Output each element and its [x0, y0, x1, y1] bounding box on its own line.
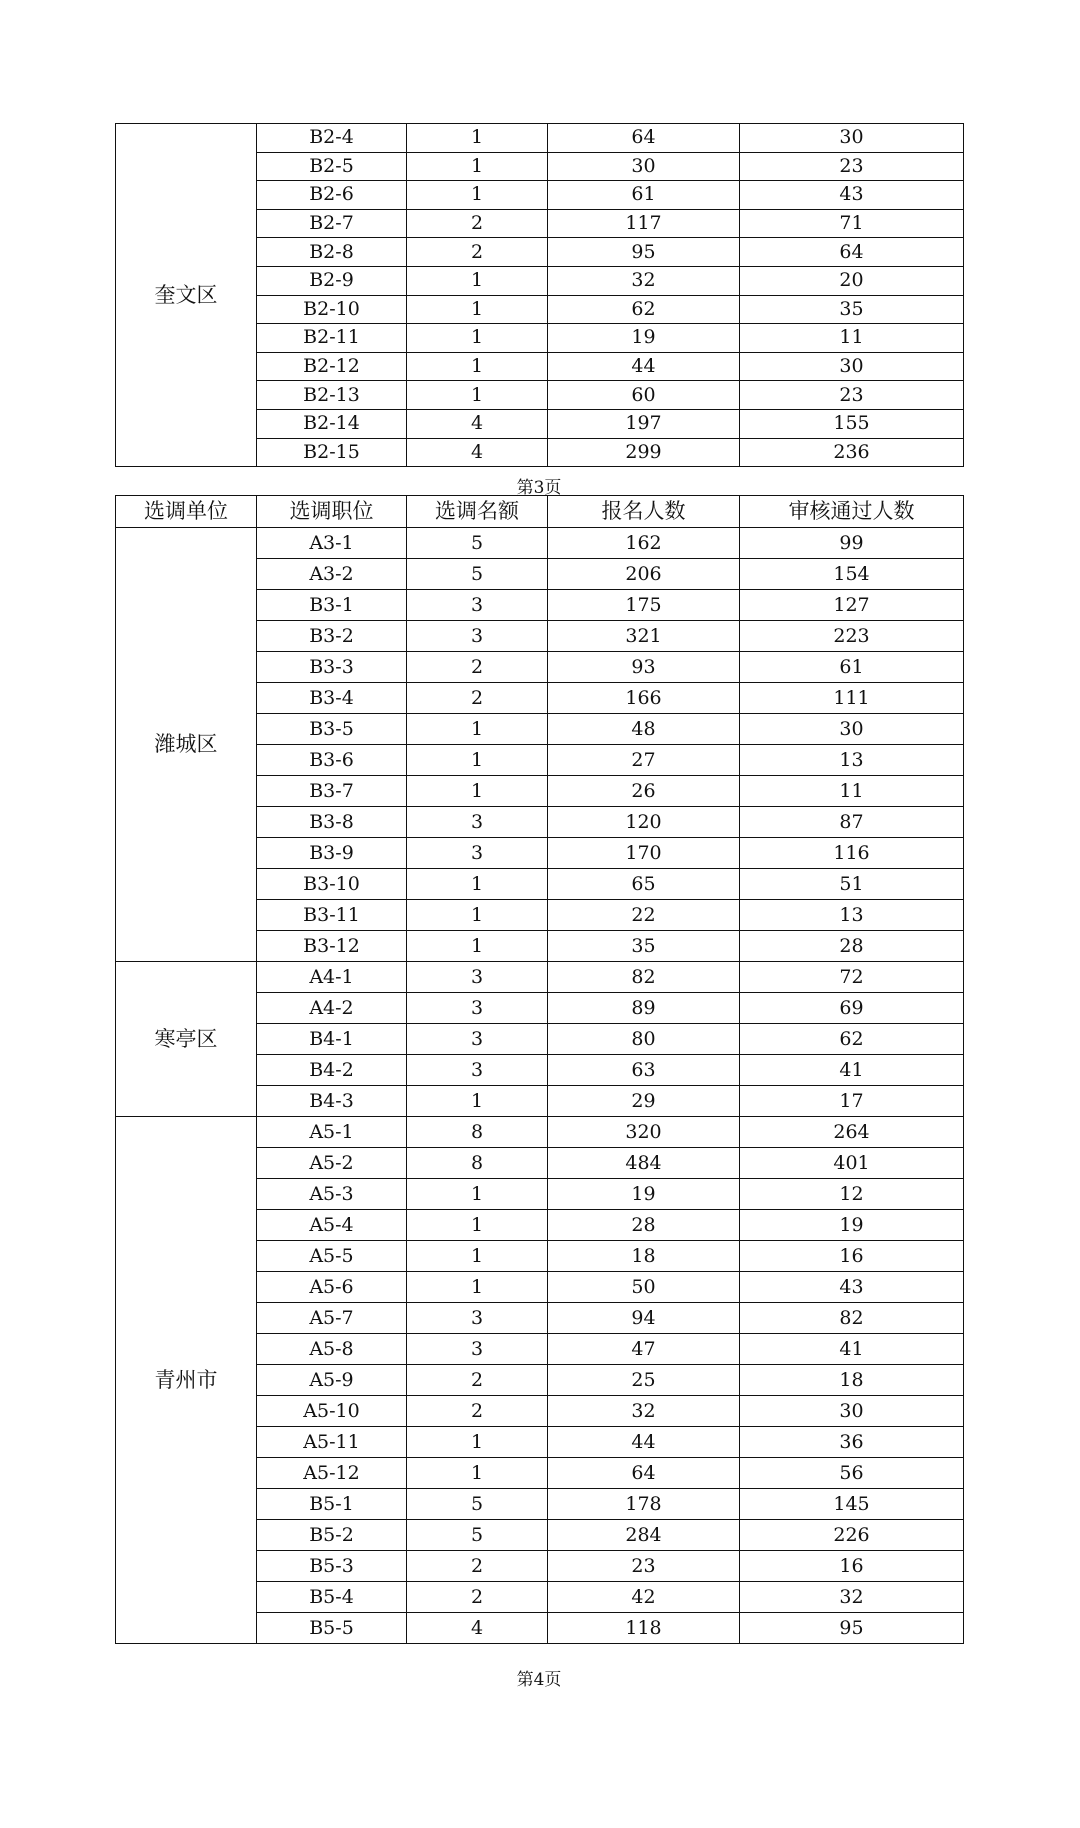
approved-cell: 43 — [740, 181, 964, 210]
applicants-cell: 47 — [548, 1334, 740, 1365]
applicants-cell: 178 — [548, 1489, 740, 1520]
quota-cell: 2 — [407, 1396, 548, 1427]
approved-cell: 13 — [740, 900, 964, 931]
header-position: 选调职位 — [257, 496, 407, 528]
approved-cell: 223 — [740, 621, 964, 652]
position-cell: B4-3 — [257, 1086, 407, 1117]
applicants-cell: 18 — [548, 1241, 740, 1272]
quota-cell: 3 — [407, 838, 548, 869]
position-cell: B2-4 — [257, 124, 407, 153]
applicants-cell: 61 — [548, 181, 740, 210]
quota-cell: 2 — [407, 683, 548, 714]
quota-cell: 1 — [407, 869, 548, 900]
applicants-cell: 299 — [548, 438, 740, 467]
approved-cell: 16 — [740, 1551, 964, 1582]
approved-cell: 62 — [740, 1024, 964, 1055]
approved-cell: 401 — [740, 1148, 964, 1179]
approved-cell: 23 — [740, 381, 964, 410]
position-cell: B2-11 — [257, 324, 407, 353]
position-cell: B3-6 — [257, 745, 407, 776]
quota-cell: 1 — [407, 181, 548, 210]
position-cell: B5-2 — [257, 1520, 407, 1551]
applicants-cell: 60 — [548, 381, 740, 410]
applicants-cell: 118 — [548, 1613, 740, 1644]
approved-cell: 61 — [740, 652, 964, 683]
approved-cell: 12 — [740, 1179, 964, 1210]
position-cell: B3-4 — [257, 683, 407, 714]
applicants-cell: 19 — [548, 1179, 740, 1210]
approved-cell: 35 — [740, 295, 964, 324]
position-cell: A5-4 — [257, 1210, 407, 1241]
approved-cell: 11 — [740, 324, 964, 353]
table-row — [116, 528, 964, 559]
table-page-4 — [115, 495, 964, 1644]
quota-cell: 8 — [407, 1148, 548, 1179]
applicants-cell: 22 — [548, 900, 740, 931]
position-cell: A5-5 — [257, 1241, 407, 1272]
applicants-cell: 206 — [548, 559, 740, 590]
applicants-cell: 44 — [548, 352, 740, 381]
quota-cell: 5 — [407, 528, 548, 559]
header-row — [116, 496, 964, 528]
position-cell: B3-3 — [257, 652, 407, 683]
approved-cell: 13 — [740, 745, 964, 776]
approved-cell: 116 — [740, 838, 964, 869]
quota-cell: 1 — [407, 352, 548, 381]
applicants-cell: 23 — [548, 1551, 740, 1582]
position-cell: B5-5 — [257, 1613, 407, 1644]
approved-cell: 28 — [740, 931, 964, 962]
applicants-cell: 32 — [548, 1396, 740, 1427]
approved-cell: 236 — [740, 438, 964, 467]
quota-cell: 3 — [407, 807, 548, 838]
table-row — [116, 1117, 964, 1148]
position-cell: B3-7 — [257, 776, 407, 807]
position-cell: B3-5 — [257, 714, 407, 745]
quota-cell: 1 — [407, 1272, 548, 1303]
applicants-cell: 197 — [548, 409, 740, 438]
quota-cell: 1 — [407, 1210, 548, 1241]
position-cell: B5-3 — [257, 1551, 407, 1582]
approved-cell: 111 — [740, 683, 964, 714]
position-cell: B2-10 — [257, 295, 407, 324]
table-row — [116, 124, 964, 153]
approved-cell: 17 — [740, 1086, 964, 1117]
approved-cell: 155 — [740, 409, 964, 438]
approved-cell: 87 — [740, 807, 964, 838]
approved-cell: 20 — [740, 266, 964, 295]
quota-cell: 2 — [407, 209, 548, 238]
unit-cell: 奎文区 — [116, 124, 257, 467]
applicants-cell: 82 — [548, 962, 740, 993]
approved-cell: 264 — [740, 1117, 964, 1148]
quota-cell: 8 — [407, 1117, 548, 1148]
applicants-cell: 175 — [548, 590, 740, 621]
applicants-cell: 48 — [548, 714, 740, 745]
position-cell: B2-15 — [257, 438, 407, 467]
approved-cell: 41 — [740, 1055, 964, 1086]
approved-cell: 51 — [740, 869, 964, 900]
position-cell: B3-11 — [257, 900, 407, 931]
quota-cell: 1 — [407, 266, 548, 295]
quota-cell: 2 — [407, 1582, 548, 1613]
position-cell: B3-1 — [257, 590, 407, 621]
approved-cell: 154 — [740, 559, 964, 590]
quota-cell: 4 — [407, 409, 548, 438]
approved-cell: 30 — [740, 124, 964, 153]
quota-cell: 3 — [407, 621, 548, 652]
applicants-cell: 42 — [548, 1582, 740, 1613]
position-cell: B5-1 — [257, 1489, 407, 1520]
quota-cell: 1 — [407, 1427, 548, 1458]
position-cell: B3-9 — [257, 838, 407, 869]
quota-cell: 3 — [407, 1024, 548, 1055]
quota-cell: 1 — [407, 714, 548, 745]
position-cell: A5-9 — [257, 1365, 407, 1396]
position-cell: B2-6 — [257, 181, 407, 210]
approved-cell: 43 — [740, 1272, 964, 1303]
unit-cell: 潍城区 — [116, 528, 257, 962]
position-cell: A4-1 — [257, 962, 407, 993]
approved-cell: 145 — [740, 1489, 964, 1520]
applicants-cell: 35 — [548, 931, 740, 962]
position-cell: B3-8 — [257, 807, 407, 838]
approved-cell: 82 — [740, 1303, 964, 1334]
applicants-cell: 320 — [548, 1117, 740, 1148]
quota-cell: 5 — [407, 1520, 548, 1551]
position-cell: B3-10 — [257, 869, 407, 900]
applicants-cell: 62 — [548, 295, 740, 324]
page-footer-4: 第4页 — [516, 1670, 562, 1690]
position-cell: A5-12 — [257, 1458, 407, 1489]
approved-cell: 99 — [740, 528, 964, 559]
applicants-cell: 27 — [548, 745, 740, 776]
position-cell: A3-2 — [257, 559, 407, 590]
approved-cell: 36 — [740, 1427, 964, 1458]
quota-cell: 2 — [407, 238, 548, 267]
position-cell: A5-10 — [257, 1396, 407, 1427]
quota-cell: 1 — [407, 931, 548, 962]
applicants-cell: 25 — [548, 1365, 740, 1396]
quota-cell: 5 — [407, 1489, 548, 1520]
applicants-cell: 94 — [548, 1303, 740, 1334]
quota-cell: 1 — [407, 776, 548, 807]
position-cell: A5-2 — [257, 1148, 407, 1179]
quota-cell: 4 — [407, 1613, 548, 1644]
applicants-cell: 321 — [548, 621, 740, 652]
approved-cell: 71 — [740, 209, 964, 238]
quota-cell: 2 — [407, 1365, 548, 1396]
approved-cell: 32 — [740, 1582, 964, 1613]
applicants-cell: 19 — [548, 324, 740, 353]
applicants-cell: 29 — [548, 1086, 740, 1117]
approved-cell: 30 — [740, 714, 964, 745]
approved-cell: 56 — [740, 1458, 964, 1489]
position-cell: B2-14 — [257, 409, 407, 438]
approved-cell: 30 — [740, 1396, 964, 1427]
quota-cell: 1 — [407, 324, 548, 353]
header-approved: 审核通过人数 — [740, 496, 964, 528]
approved-cell: 69 — [740, 993, 964, 1024]
position-cell: A5-6 — [257, 1272, 407, 1303]
approved-cell: 11 — [740, 776, 964, 807]
quota-cell: 1 — [407, 381, 548, 410]
applicants-cell: 64 — [548, 124, 740, 153]
quota-cell: 1 — [407, 1241, 548, 1272]
quota-cell: 1 — [407, 745, 548, 776]
position-cell: B3-12 — [257, 931, 407, 962]
position-cell: B2-8 — [257, 238, 407, 267]
approved-cell: 95 — [740, 1613, 964, 1644]
applicants-cell: 80 — [548, 1024, 740, 1055]
header-unit: 选调单位 — [116, 496, 257, 528]
quota-cell: 2 — [407, 652, 548, 683]
unit-cell: 青州市 — [116, 1117, 257, 1644]
approved-cell: 19 — [740, 1210, 964, 1241]
quota-cell: 3 — [407, 1334, 548, 1365]
position-cell: B2-12 — [257, 352, 407, 381]
applicants-cell: 162 — [548, 528, 740, 559]
position-cell: A5-7 — [257, 1303, 407, 1334]
applicants-cell: 170 — [548, 838, 740, 869]
quota-cell: 2 — [407, 1551, 548, 1582]
position-cell: A5-1 — [257, 1117, 407, 1148]
applicants-cell: 64 — [548, 1458, 740, 1489]
quota-cell: 1 — [407, 1086, 548, 1117]
applicants-cell: 32 — [548, 266, 740, 295]
position-cell: A3-1 — [257, 528, 407, 559]
approved-cell: 30 — [740, 352, 964, 381]
header-applicants: 报名人数 — [548, 496, 740, 528]
approved-cell: 226 — [740, 1520, 964, 1551]
applicants-cell: 284 — [548, 1520, 740, 1551]
applicants-cell: 65 — [548, 869, 740, 900]
applicants-cell: 95 — [548, 238, 740, 267]
position-cell: A5-11 — [257, 1427, 407, 1458]
header-quota: 选调名额 — [407, 496, 548, 528]
applicants-cell: 89 — [548, 993, 740, 1024]
table-row — [116, 962, 964, 993]
table-page-3 — [115, 123, 964, 467]
quota-cell: 5 — [407, 559, 548, 590]
approved-cell: 64 — [740, 238, 964, 267]
page-footer-3: 第3页 — [516, 478, 562, 498]
quota-cell: 1 — [407, 152, 548, 181]
applicants-cell: 63 — [548, 1055, 740, 1086]
approved-cell: 41 — [740, 1334, 964, 1365]
applicants-cell: 44 — [548, 1427, 740, 1458]
applicants-cell: 120 — [548, 807, 740, 838]
position-cell: A4-2 — [257, 993, 407, 1024]
approved-cell: 127 — [740, 590, 964, 621]
applicants-cell: 166 — [548, 683, 740, 714]
position-cell: B2-13 — [257, 381, 407, 410]
approved-cell: 23 — [740, 152, 964, 181]
applicants-cell: 26 — [548, 776, 740, 807]
applicants-cell: 28 — [548, 1210, 740, 1241]
approved-cell: 16 — [740, 1241, 964, 1272]
quota-cell: 3 — [407, 962, 548, 993]
applicants-cell: 117 — [548, 209, 740, 238]
approved-cell: 18 — [740, 1365, 964, 1396]
quota-cell: 4 — [407, 438, 548, 467]
position-cell: B2-9 — [257, 266, 407, 295]
quota-cell: 3 — [407, 1055, 548, 1086]
applicants-cell: 30 — [548, 152, 740, 181]
position-cell: A5-3 — [257, 1179, 407, 1210]
position-cell: B4-2 — [257, 1055, 407, 1086]
applicants-cell: 484 — [548, 1148, 740, 1179]
quota-cell: 1 — [407, 1179, 548, 1210]
quota-cell: 3 — [407, 1303, 548, 1334]
quota-cell: 1 — [407, 900, 548, 931]
position-cell: B2-7 — [257, 209, 407, 238]
applicants-cell: 50 — [548, 1272, 740, 1303]
position-cell: B2-5 — [257, 152, 407, 181]
unit-cell: 寒亭区 — [116, 962, 257, 1117]
position-cell: A5-8 — [257, 1334, 407, 1365]
quota-cell: 3 — [407, 993, 548, 1024]
position-cell: B4-1 — [257, 1024, 407, 1055]
position-cell: B5-4 — [257, 1582, 407, 1613]
quota-cell: 3 — [407, 590, 548, 621]
applicants-cell: 93 — [548, 652, 740, 683]
position-cell: B3-2 — [257, 621, 407, 652]
quota-cell: 1 — [407, 295, 548, 324]
quota-cell: 1 — [407, 124, 548, 153]
quota-cell: 1 — [407, 1458, 548, 1489]
approved-cell: 72 — [740, 962, 964, 993]
